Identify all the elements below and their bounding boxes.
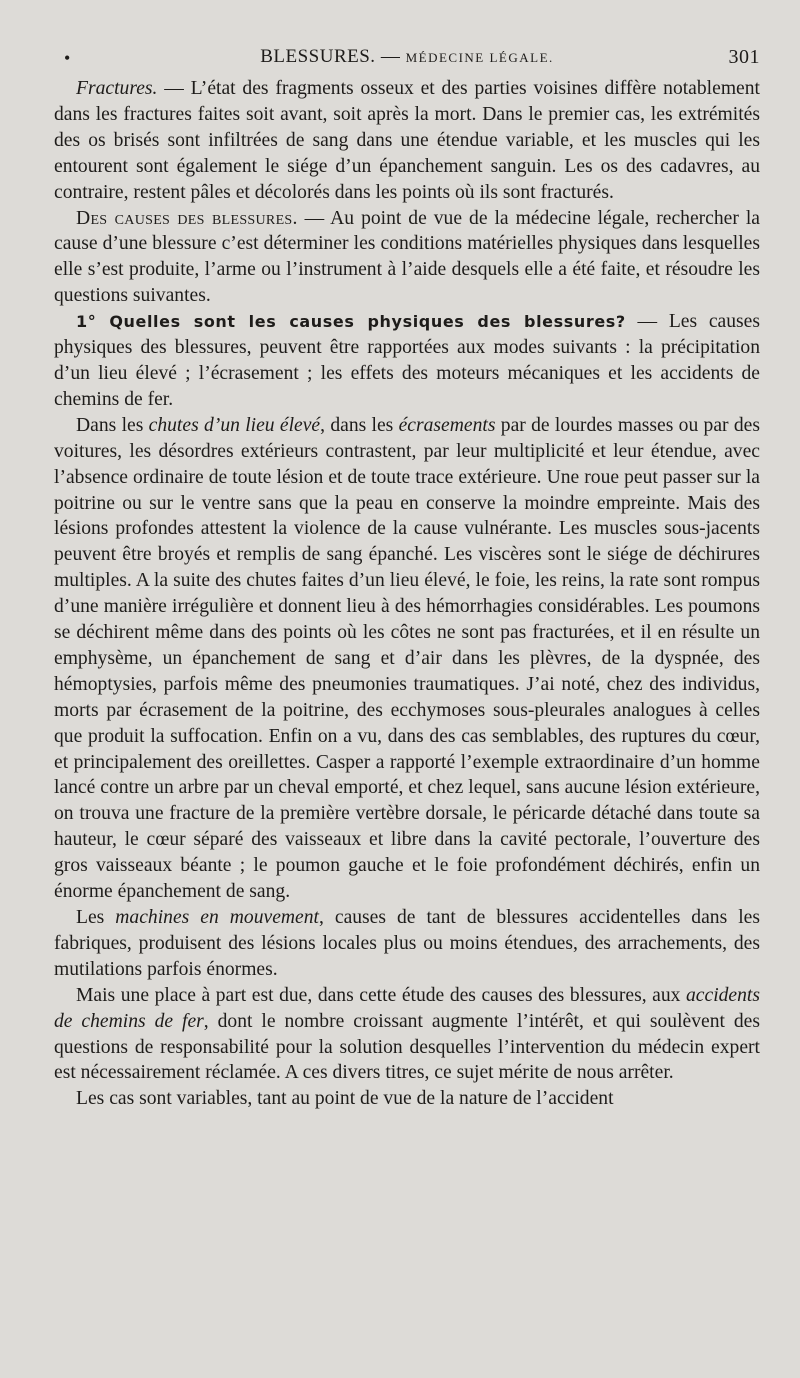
term-machines: machines en mouvement xyxy=(115,907,319,928)
running-title-main: BLESSURES. xyxy=(260,46,376,67)
paragraph-chutes-text-2: , dans les xyxy=(320,414,399,436)
section-title-fractures: Fractures. xyxy=(76,78,158,99)
paragraph-machines xyxy=(54,905,760,983)
paragraph-chutes-text-1: Dans les xyxy=(76,414,149,436)
paragraph-chemins-de-fer xyxy=(54,983,760,1087)
body-text xyxy=(54,76,760,1112)
paragraph-fractures-body: — L’état des fragments osseux et des parties voisines diffère notablement dans les fractures faites soit avant, soit après la mort. Dans le premier cas, les extrémités des os brisés sont infiltrées de sang dans une étendue variable, et les muscles qui les entourent sont également le siége d’un épanchement sanguin. Les os des cadavres, au contraire, restent pâles et décolorés dans les points où ils sont fracturés. xyxy=(54,78,760,203)
term-chemins-de-fer: accidents de chemins de fer xyxy=(54,984,760,1032)
question-1-heading: 1° Quelles sont les causes physiques des blessures? xyxy=(76,312,626,332)
paragraph-chutes-text-3: par de lourdes masses ou par des voitures, les désordres extérieurs contrastent, par leur multiplicité et leur étendue, avec l’absence ordinaire de toute lésion et de toute trace extérieure. Une roue peut passer sur la poitrine ou sur le ventre sans que la peau en conserve la moindre empreinte. Mais des lésions profondes attestent la violence de la cause vulnérante. Les muscles sous-jacents peuvent être broyés et remplis de sang épanché. Les viscères sont le siége de déchirures multiples. A la suite des chutes faites d’un lieu élevé, le foie, les reins, la rate sont rompus d’une manière irrégulière et donnent lieu à des hémorrhagies considérables. Les poumons se déchirent même dans des points où les côtes ne sont pas fracturées, et il en résulte un emphysème, un épanchement de sang et d’air dans les plèvres, de la dyspnée, des hémoptysies, parfois même des pneumonies traumatiques. J’ai noté, chez des individus, morts par écrasement de la poitrine, des ecchymoses sous-pleurales analogues à celles que produit la suffocation. Enfin on a vu, dans des cas semblables, des ruptures du cœur, et principalement des oreillettes. Casper a rapporté l’exemple extraordinaire d’un homme lancé contre un arbre par un cheval emporté, et chez lequel, sans aucune lésion extérieure, on trouva une fracture de la première vertèbre dorsale, le péricarde détaché dans toute sa hauteur, le cœur séparé des vaisseaux et libre dans la cavité pectorale, l’ouverture des gros vaisseaux béante ; le poumon gauche et le foie profondément déchirés, enfin un énorme épanchement de sang. xyxy=(54,414,760,903)
paragraph-cas-variables xyxy=(54,1086,760,1112)
page-number: 301 xyxy=(728,46,760,68)
paragraph-machines-text-1: Les xyxy=(76,907,116,928)
header-bullet: • xyxy=(64,48,71,68)
paragraph-machines-text-2: , causes de tant de blessures accidentelles dans les fabriques, produisent des lésions locales plus ou moins étendues, des arrachements, des mutilations parfois énormes. xyxy=(54,907,760,980)
paragraph-causes-body: — Au point de vue de la médecine légale, rechercher la cause d’une blessure c’est déterminer les conditions matérielles physiques dans lesquelles elle s’est produite, l’arme ou l’instrument à l’aide desquels elle a été faite, et résoudre les questions suivantes. xyxy=(54,207,760,307)
term-ecrasements: écrasements xyxy=(398,414,496,436)
section-title-causes: Des causes des blessures. xyxy=(76,207,298,229)
paragraph-chemins-text-1: Mais une place à part est due, dans cette étude des causes des blessures, aux xyxy=(76,984,686,1006)
paragraph-chutes xyxy=(54,413,760,905)
running-header xyxy=(54,42,760,76)
paragraph-chemins-text-2: , dont le nombre croissant augmente l’intérêt, et qui soulèvent des questions de responsabilité pour la solution desquelles l’intervention du médecin expert est nécessairement réclamée. A ces divers titres, ce sujet mérite de nous arrêter. xyxy=(54,1010,760,1084)
term-chutes: chutes d’un lieu élevé xyxy=(148,414,321,436)
running-title-sub: MÉDECINE LÉGALE. xyxy=(405,50,554,65)
paragraph-causes xyxy=(54,206,760,310)
running-title xyxy=(54,46,760,68)
paragraph-cas-variables-body: Les cas sont variables, tant au point de vue de la nature de l’accident xyxy=(76,1088,614,1110)
running-title-dash: — xyxy=(375,46,406,67)
paragraph-fractures xyxy=(54,76,760,206)
paragraph-question-1 xyxy=(54,309,760,413)
paragraph-question-1-body: — Les causes physiques des blessures, peuvent être rapportées aux modes suivants : la précipitation d’un lieu élevé ; l’écrasement ; les effets des moteurs mécaniques et les accidents de chemins de fer. xyxy=(54,311,760,410)
